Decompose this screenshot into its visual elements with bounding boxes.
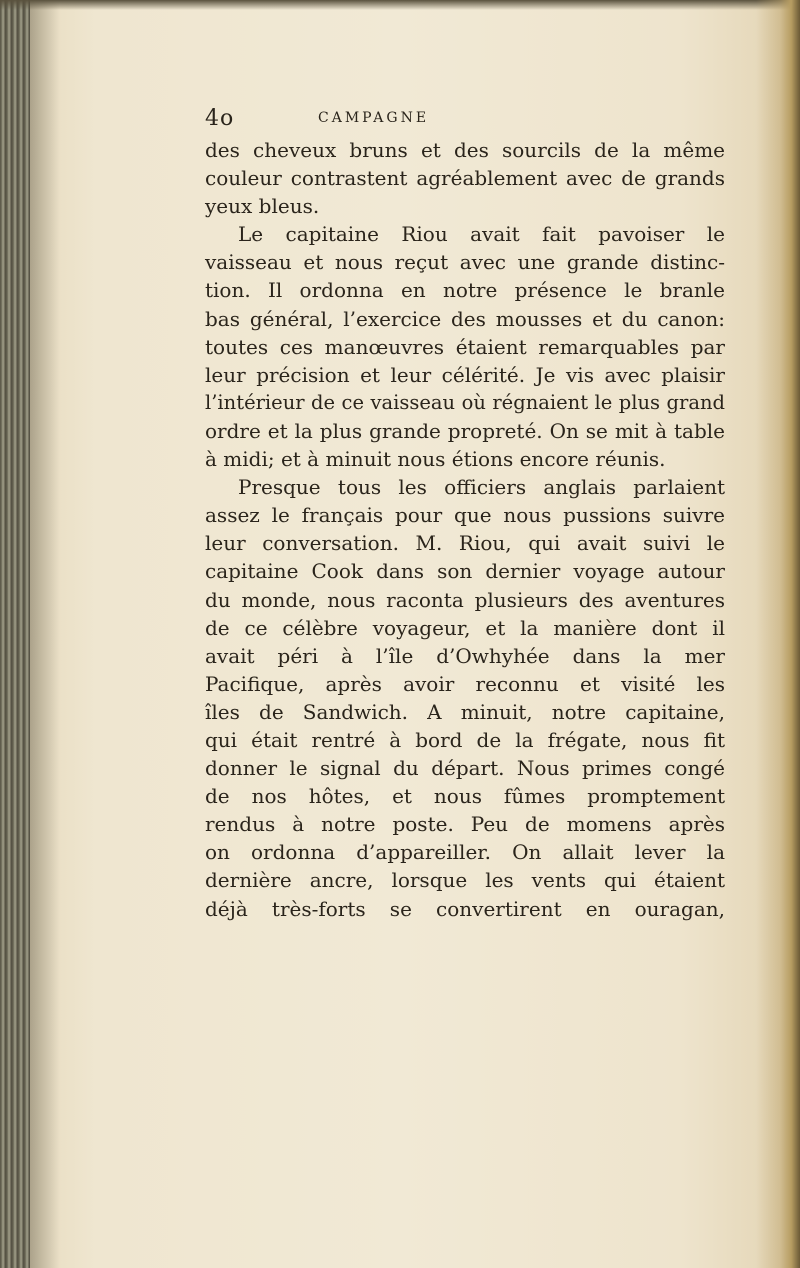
text-line: qui était rentré à bord de la frégate, nous fit bbox=[205, 727, 725, 752]
text-line: bas général, l’exercice des mousses et du canon: bbox=[205, 306, 725, 331]
text-line: ordre et la plus grande propreté. On se mit à table bbox=[205, 418, 725, 443]
text-line: yeux bleus. bbox=[205, 194, 320, 219]
text-line: Pacifique, après avoir reconnu et visité les bbox=[205, 671, 725, 696]
text-line: déjà très-forts se convertirent en ouragan, bbox=[205, 896, 725, 921]
text-line: Le capitaine Riou avait fait pavoiser le bbox=[238, 222, 725, 247]
page-right-edge bbox=[756, 0, 800, 1268]
text-line: l’intérieur de ce vaisseau où régnaient le plus grand bbox=[205, 390, 725, 414]
running-head: CAMPAGNE bbox=[318, 110, 430, 126]
text-line: capitaine Cook dans son dernier voyage autour bbox=[205, 559, 725, 584]
text-line: tion. Il ordonna en notre présence le branle bbox=[205, 278, 725, 303]
text-line: vaisseau et nous reçut avec une grande distinc- bbox=[205, 250, 725, 275]
page-header bbox=[205, 106, 725, 136]
text-line: leur conversation. M. Riou, qui avait suivi le bbox=[205, 531, 725, 556]
text-line: à midi; et à minuit nous étions encore réunis. bbox=[205, 447, 666, 472]
text-line: rendus à notre poste. Peu de momens après bbox=[205, 812, 725, 837]
text-line: des cheveux bruns et des sourcils de la même bbox=[205, 138, 725, 162]
text-line: du monde, nous raconta plusieurs des aventures bbox=[205, 587, 725, 612]
text-line: leur précision et leur célérité. Je vis avec plaisir bbox=[205, 362, 725, 387]
text-line: Presque tous les officiers anglais parlaient bbox=[238, 475, 725, 500]
text-line: de nos hôtes, et nous fûmes promptement bbox=[205, 784, 725, 809]
page-top-edge bbox=[0, 0, 800, 10]
text-line: îles de Sandwich. A minuit, notre capitaine, bbox=[205, 699, 725, 724]
text-line: avait péri à l’île d’Owhyhée dans la mer bbox=[205, 643, 725, 668]
text-line: donner le signal du départ. Nous primes congé bbox=[205, 756, 725, 781]
page-number: 4o bbox=[205, 106, 235, 131]
text-line: assez le français pour que nous pussions suivre bbox=[205, 503, 725, 528]
text-line: dernière ancre, lorsque les vents qui étaient bbox=[205, 868, 725, 893]
text-line: couleur contrastent agréablement avec de grands bbox=[205, 166, 725, 191]
text-line: toutes ces manœuvres étaient remarquables par bbox=[205, 334, 725, 359]
text-line: de ce célèbre voyageur, et la manière dont il bbox=[205, 615, 725, 640]
book-binding bbox=[0, 0, 30, 1268]
binding-shadow bbox=[30, 0, 60, 1268]
body-text bbox=[205, 136, 725, 923]
text-line: on ordonna d’appareiller. On allait lever la bbox=[205, 840, 725, 865]
